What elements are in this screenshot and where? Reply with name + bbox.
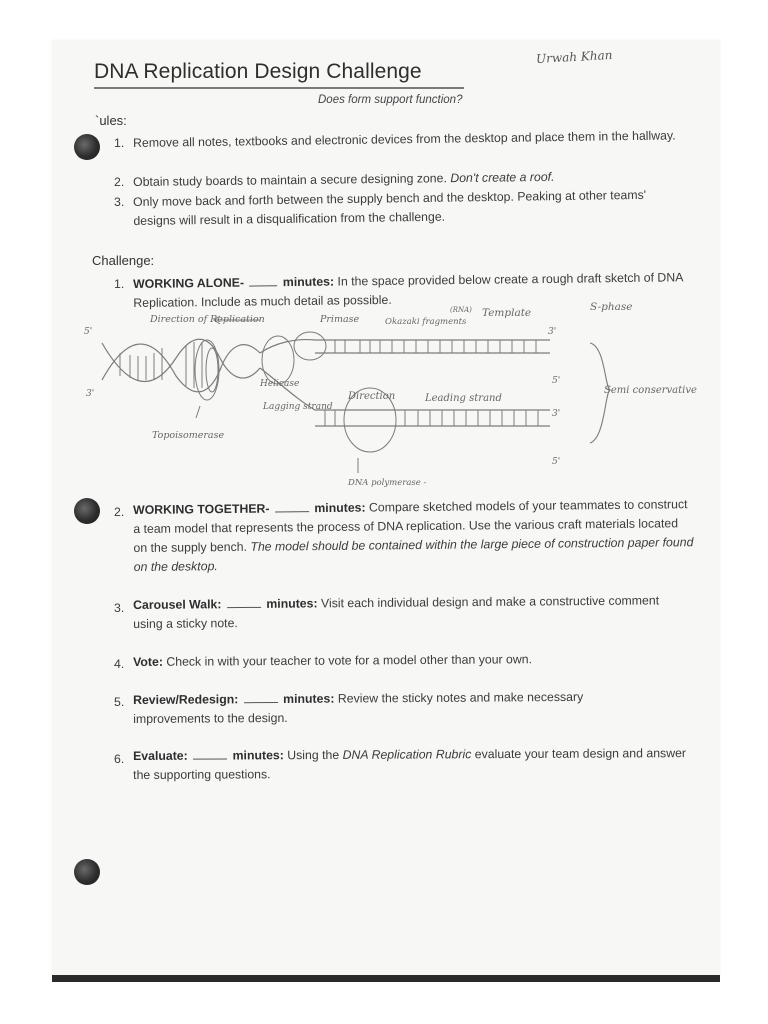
- minutes-blank: [249, 273, 277, 286]
- challenge-heading: Challenge:: [92, 253, 155, 268]
- minutes-blank: [275, 499, 309, 512]
- rule-number: 3.: [114, 195, 125, 209]
- challenge-item-5: [133, 688, 633, 729]
- minutes-label: minutes:: [266, 596, 318, 611]
- label-3-prime-left: 3': [86, 389, 95, 399]
- punch-hole-bottom: [74, 859, 100, 885]
- label-primase: Primase: [320, 314, 360, 325]
- lower-rungs: [325, 410, 538, 426]
- title-underline: [94, 87, 464, 89]
- upper-rungs: [335, 340, 536, 353]
- topoisomerase-inner: [206, 348, 218, 392]
- challenge-number: 1.: [114, 277, 125, 291]
- minutes-blank: [227, 595, 261, 608]
- upper-strand: [260, 340, 550, 353]
- label-s-phase: S-phase: [590, 301, 633, 313]
- label-semi-conservative: Semi conservative: [604, 385, 697, 396]
- label-topoisomerase: Topoisomerase: [152, 430, 225, 441]
- minutes-label: minutes:: [283, 691, 335, 706]
- challenge-number: 4.: [114, 657, 125, 671]
- challenge-text: evaluate your team design and answer the supporting questions.: [133, 746, 687, 782]
- student-name: Urwah Khan: [535, 48, 613, 66]
- label-3-prime-upper: 3': [548, 327, 557, 337]
- rule-emphasis: Don't create a roof.: [450, 169, 555, 186]
- label-okazaki-extra: (RNA): [450, 306, 472, 314]
- challenge-label: WORKING TOGETHER-: [133, 501, 270, 517]
- rules-heading: `ules:: [95, 113, 127, 128]
- helicase-shape: [262, 336, 294, 384]
- subtitle: Does form support function?: [318, 94, 463, 106]
- primase-shape: [294, 332, 326, 360]
- parental-helix: [102, 339, 260, 392]
- challenge-number: 5.: [114, 695, 125, 709]
- punch-hole-top: [74, 134, 100, 160]
- rule-text: Obtain study boards to maintain a secure designing zone.: [133, 171, 447, 189]
- challenge-emphasis: The model should be contained within the large piece of construction paper found on the desktop.: [133, 535, 694, 574]
- challenge-text: Check in with your teacher to vote for a model other than your own.: [166, 652, 533, 669]
- rule-number: 2.: [114, 175, 125, 189]
- minutes-label: minutes:: [314, 500, 366, 516]
- rule-text: Only move back and forth between the supply bench and the desktop. Peaking at other teams' designs will result in a disqualification from the challenge.: [133, 187, 647, 228]
- challenge-number: 3.: [114, 601, 125, 615]
- page-bottom-edge: [52, 975, 720, 982]
- label-template: Template: [482, 307, 532, 319]
- minutes-label: minutes:: [232, 748, 284, 763]
- challenge-text: In the space provided below create a rough draft sketch of DNA Replication. Include as much detail as possible.: [133, 270, 683, 310]
- label-direction-of-replication: Direction of Replication: [150, 314, 265, 325]
- dna-replication-sketch: [80, 298, 700, 498]
- rule-item-3: [133, 185, 678, 231]
- challenge-item-6: [133, 744, 693, 785]
- minutes-label: minutes:: [282, 274, 335, 290]
- challenge-text: Using the: [287, 747, 340, 763]
- page-title: DNA Replication Design Challenge: [94, 60, 422, 83]
- challenge-item-2: [133, 495, 694, 577]
- challenge-text: Review the sticky notes and make necessary improvements to the design.: [133, 689, 584, 726]
- challenge-label: WORKING ALONE-: [133, 275, 245, 291]
- challenge-number: 6.: [114, 752, 125, 766]
- challenge-item-4: [133, 649, 688, 672]
- label-helicase: Helicase: [260, 379, 300, 389]
- rule-text: Remove all notes, textbooks and electronic devices from the desktop and place them in the hallway.: [133, 128, 676, 150]
- topoisomerase-arrow: [196, 406, 200, 418]
- label-direction: Direction: [348, 391, 396, 402]
- label-5-prime-lower: 5': [552, 457, 561, 467]
- challenge-item-3: [133, 591, 688, 634]
- challenge-label: Evaluate:: [133, 748, 188, 763]
- challenge-text: Visit each individual design and make a constructive comment using a sticky note.: [133, 593, 660, 631]
- label-3-prime-lower: 3': [552, 409, 561, 419]
- punch-hole-middle: [74, 498, 100, 524]
- challenge-text: Compare sketched models of your teammates to construct a team model that represents the process of DNA replication. Use the various craft materials located on the supply bench.: [133, 497, 688, 555]
- minutes-blank: [244, 690, 278, 703]
- label-okazaki-fragments: Okazaki fragments: [385, 317, 467, 327]
- challenge-emphasis: DNA Replication Rubric: [342, 747, 472, 762]
- challenge-number: 2.: [114, 505, 125, 519]
- label-leading-strand: Leading strand: [425, 393, 502, 404]
- challenge-label: Vote:: [133, 654, 163, 669]
- label-lagging-strand: Lagging strand: [263, 402, 333, 412]
- rule-number: 1.: [114, 136, 125, 150]
- label-dna-polymerase: DNA polymerase -: [348, 478, 427, 488]
- topoisomerase-shape: [195, 340, 219, 400]
- minutes-blank: [193, 747, 227, 760]
- challenge-label: Review/Redesign:: [133, 692, 239, 707]
- label-5-prime-mid: 5': [552, 376, 561, 386]
- label-5-prime-left: 5': [84, 327, 93, 337]
- challenge-label: Carousel Walk:: [133, 597, 222, 612]
